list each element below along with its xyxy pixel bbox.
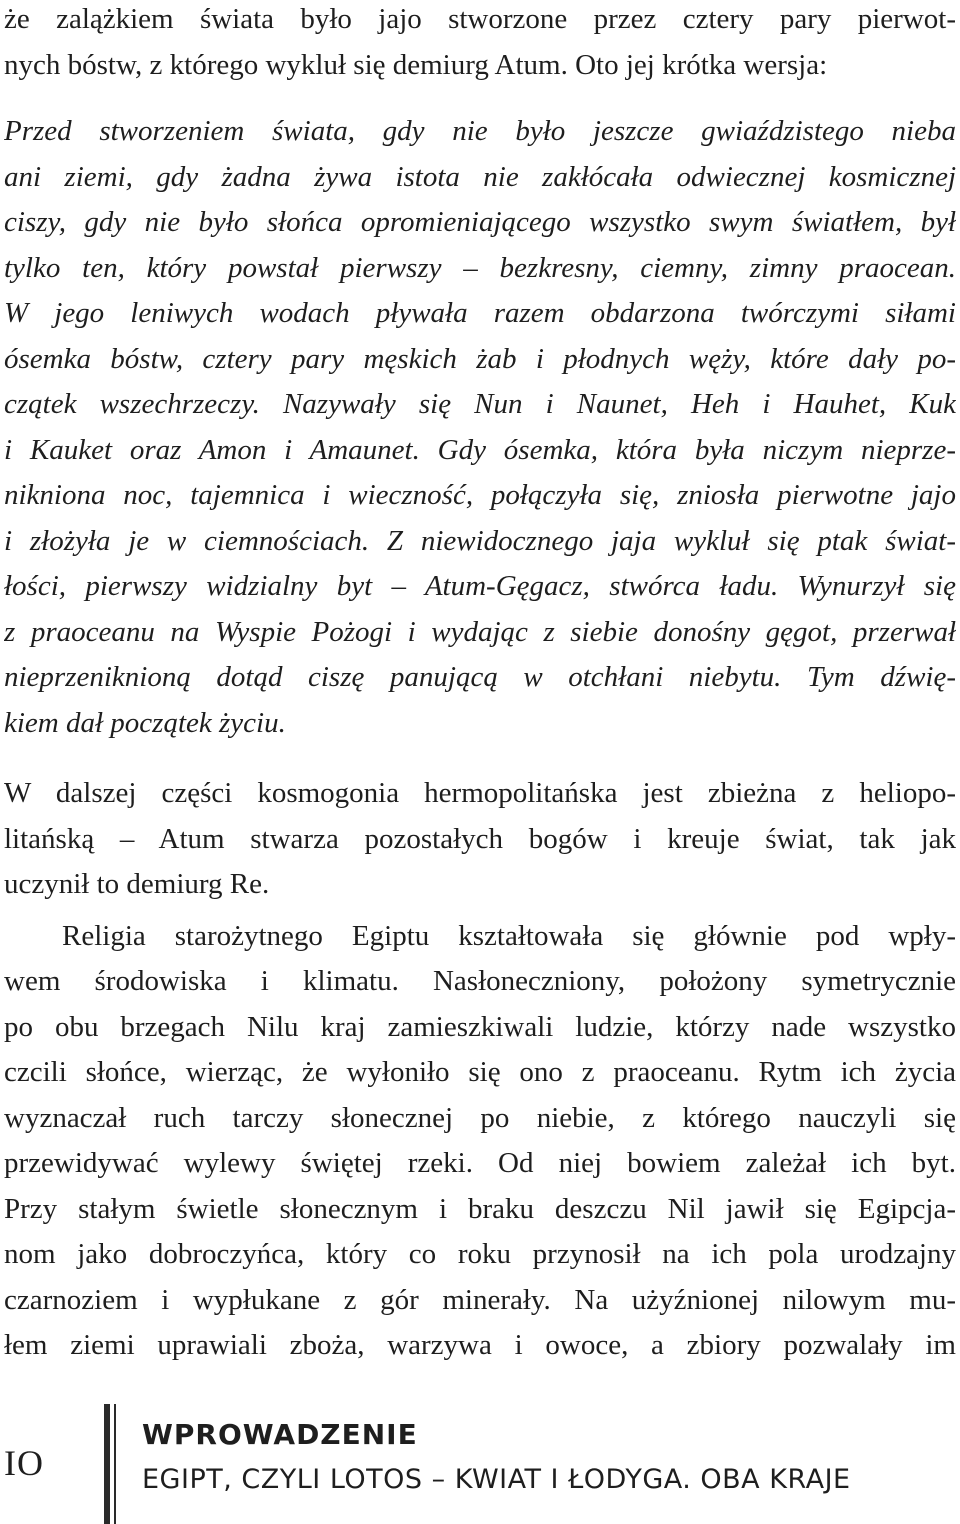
text-line: łem ziemi uprawiali zboża, warzywa i owoce, a zbiory pozwalały im [4,1329,956,1361]
quote-line: nikniona noc, tajemnica i wieczność, połączyła się, zniosła pierwotne jajo [4,479,956,511]
quote-line: tylko ten, który powstał pierwszy – bezkresny, ciemny, zimny praocean. [4,251,956,284]
intro-paragraph [4,0,956,88]
text-line: wem środowiska i klimatu. Nasłoneczniony, położony symetrycznie [4,965,956,997]
footer-rule-thick [104,1404,110,1524]
text-line: wyznaczał ruch tarczy słonecznej po niebie, z którego nauczyli się [4,1101,956,1134]
page-footer [0,1400,960,1524]
quote-line: kiem dał początek życiu. [4,706,286,739]
text-line: uczynił to demiurg Re. [4,868,270,900]
quote-line: z praoceanu na Wyspie Pożogi i wydając z siebie donośny gęgot, przerwał [4,615,956,648]
text-line: Przy stałym świetle słonecznym i braku deszczu Nil jawił się Egipcja- [4,1192,956,1225]
text-line: czcili słońce, wierząc, że wyłoniło się ono z praoceanu. Rytm ich życia [4,1056,956,1088]
text-line: że zalążkiem świata było jajo stworzone przez cztery pary pierwot- [4,3,956,35]
footer-rule-thin [114,1404,116,1524]
paragraph-hermopolitan [4,771,956,908]
quote-line: Przed stworzeniem świata, gdy nie było jeszcze gwiaździstego nieba [4,115,956,147]
text-line: Religia starożytnego Egiptu kształtowała się głównie pod wpły- [62,919,956,952]
quote-line: ósemka bóstw, cztery pary męskich żab i płodnych węży, które dały po- [4,342,956,375]
text-line: litańską – Atum stwarza pozostałych bogów i kreuje świat, tak jak [4,822,956,855]
text-line: W dalszej części kosmogonia hermopolitańska jest zbieżna z heliopo- [4,777,956,809]
quote-line: W jego leniwych wodach pływała razem obdarzona twórczymi siłami [4,297,956,329]
quote-line: ani ziemi, gdy żadna żywa istota nie zakłócała odwiecznej kosmicznej [4,160,956,193]
page-number: IO [4,1443,44,1483]
quote-line: czątek wszechrzeczy. Nazywały się Nun i Naunet, Heh i Hauhet, Kuk [4,388,956,420]
text-line: czarnoziem i wypłukane z gór minerały. Na użyźnionej nilowym mu- [4,1283,956,1316]
quote-line: ciszy, gdy nie było słońca opromieniającego wszystko swym światłem, był [4,206,956,238]
myth-quote [4,109,956,746]
quote-line: i złożyła je w ciemnościach. Z niewidocznego jaja wykluł się ptak świat- [4,524,956,557]
text-line: przewidywać wylewy świętej rzeki. Od niej bowiem zależał ich byt. [4,1147,956,1179]
paragraph-religion [4,914,956,1369]
quote-line: nieprzeniknioną dotąd ciszę panującą w otchłani niebytu. Tym dźwię- [4,661,956,693]
page-body [4,0,956,1369]
text-line: nych bóstw, z którego wykluł się demiurg Atum. Oto jej krótka wersja: [4,48,828,81]
running-head-chapter: EGIPT, CZYLI LOTOS – KWIAT I ŁODYGA. OBA KRAJE [142,1464,851,1495]
quote-line: łości, pierwszy widzialny byt – Atum-Gęgacz, stwórca ładu. Wynurzył się [4,570,956,602]
running-head-section: WPROWADZENIE [142,1418,418,1451]
text-line: nom jako dobroczyńca, który co roku przynosił na ich pola urodzajny [4,1238,956,1270]
quote-line: i Kauket oraz Amon i Amaunet. Gdy ósemka, która była niczym nieprze- [4,433,956,466]
text-line: po obu brzegach Nilu kraj zamieszkiwali ludzie, którzy nade wszystko [4,1010,956,1043]
